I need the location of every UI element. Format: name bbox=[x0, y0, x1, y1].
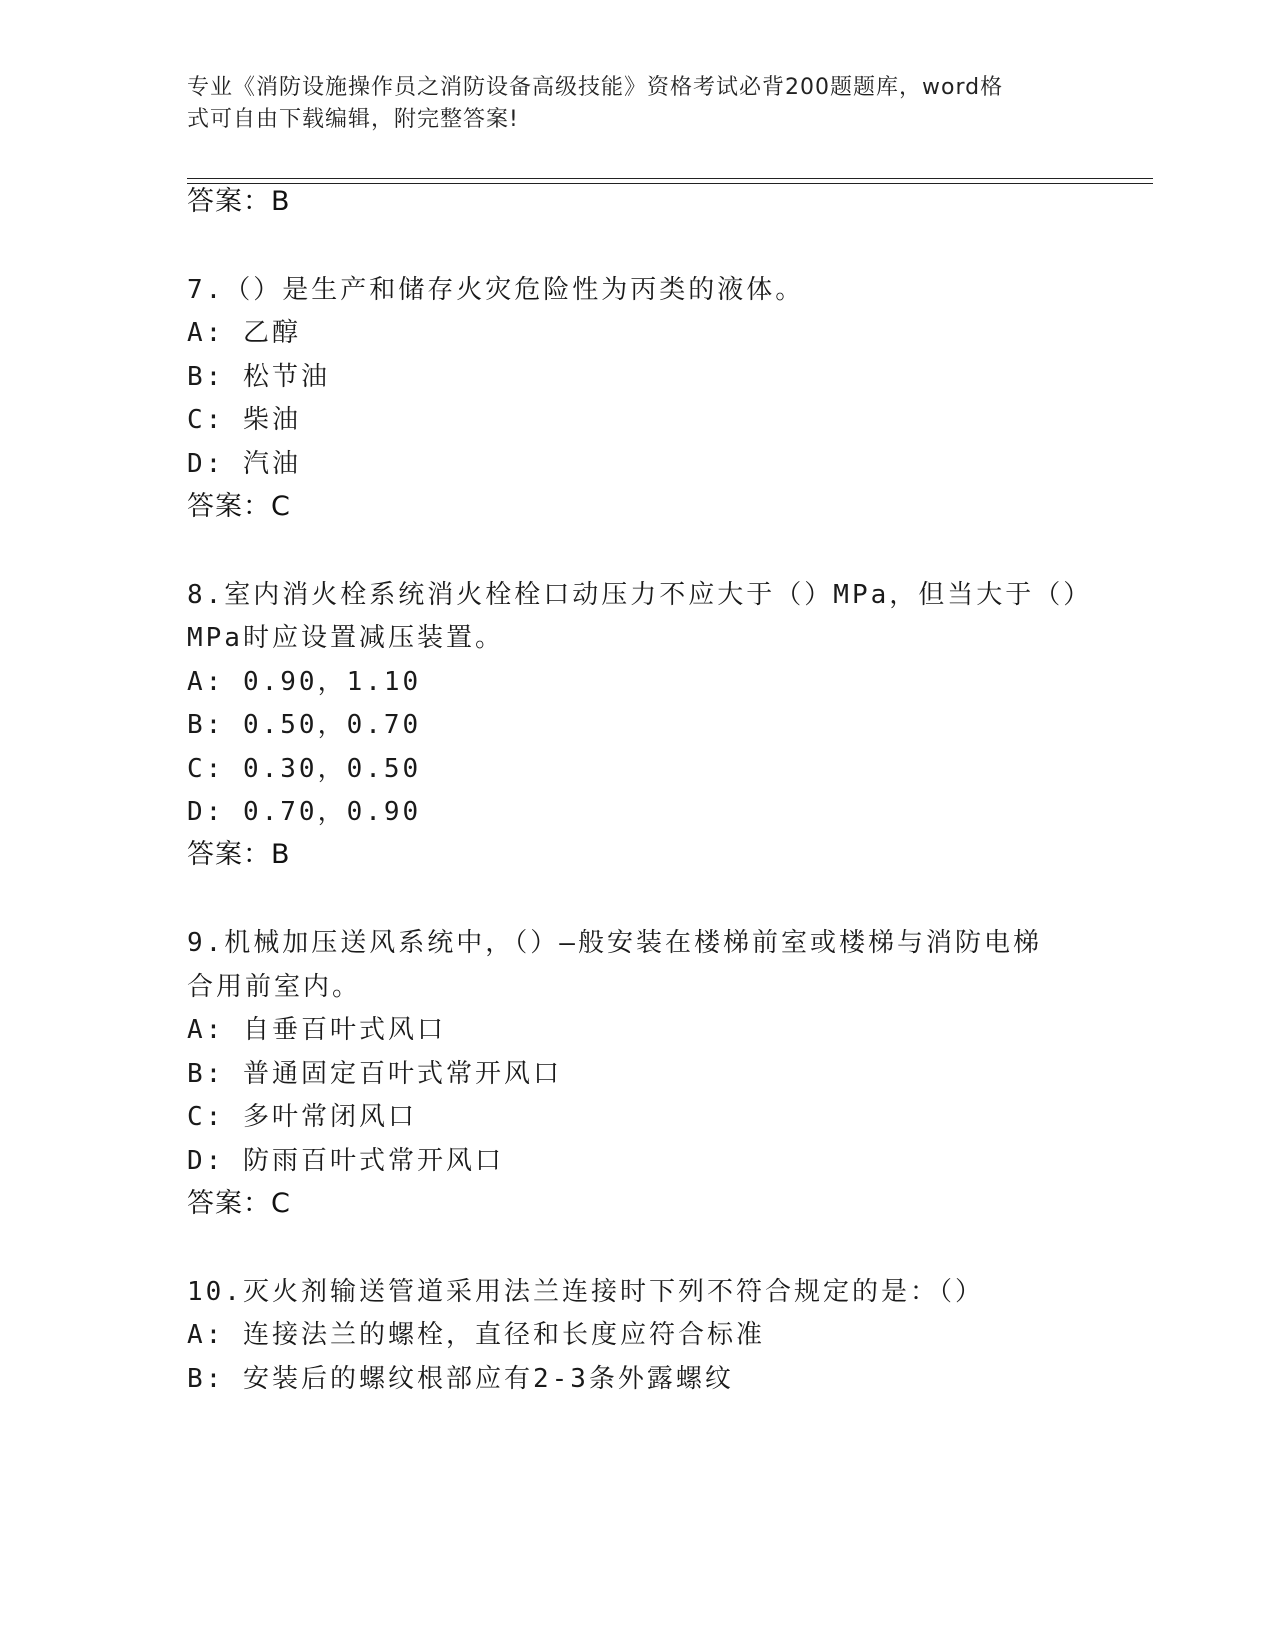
question-8-stem-line-2: MPa时应设置减压装置。 bbox=[187, 623, 504, 653]
question-9-option-a: A: 自垂百叶式风口 bbox=[187, 1015, 446, 1045]
question-9-stem-line-1: 9.机械加压送风系统中，（）—般安装在楼梯前室或楼梯与消防电梯 bbox=[187, 928, 1042, 958]
header-divider-bottom bbox=[187, 183, 1153, 184]
document-header bbox=[187, 72, 1067, 136]
question-8-answer: 答案：B bbox=[187, 839, 291, 870]
question-10-option-a: A: 连接法兰的螺栓，直径和长度应符合标准 bbox=[187, 1320, 765, 1350]
question-7-stem-line-1: 7.（）是生产和储存火灾危险性为丙类的液体。 bbox=[187, 275, 805, 305]
header-line-1: 专业《消防设施操作员之消防设备高级技能》资格考试必背200题题库，word格 bbox=[187, 75, 1004, 100]
header-divider-top bbox=[187, 178, 1153, 179]
question-9-option-b: B: 普通固定百叶式常开风口 bbox=[187, 1059, 562, 1089]
answer-prev: 答案：B bbox=[187, 186, 291, 217]
question-7-option-b: B: 松节油 bbox=[187, 362, 330, 392]
question-10-stem-line-1: 10.灭火剂输送管道采用法兰连接时下列不符合规定的是：（） bbox=[187, 1277, 984, 1307]
question-7-option-d: D: 汽油 bbox=[187, 449, 301, 479]
question-8-option-a: A: 0.90，1.10 bbox=[187, 667, 422, 697]
header-line-2: 式可自由下载编辑，附完整答案! bbox=[187, 107, 519, 132]
question-8-option-c: C: 0.30，0.50 bbox=[187, 754, 422, 784]
question-7-answer: 答案：C bbox=[187, 491, 291, 522]
question-9-option-d: D: 防雨百叶式常开风口 bbox=[187, 1146, 504, 1176]
question-8-option-d: D: 0.70，0.90 bbox=[187, 797, 422, 827]
question-10-option-b: B: 安装后的螺纹根部应有2-3条外露螺纹 bbox=[187, 1364, 734, 1394]
question-9-option-c: C: 多叶常闭风口 bbox=[187, 1102, 417, 1132]
question-9-stem-line-2: 合用前室内。 bbox=[187, 972, 362, 1002]
question-8-option-b: B: 0.50，0.70 bbox=[187, 710, 422, 740]
question-8-stem-line-1: 8.室内消火栓系统消火栓栓口动压力不应大于（）MPa，但当大于（） bbox=[187, 580, 1093, 610]
question-7-option-a: A: 乙醇 bbox=[187, 318, 301, 348]
question-9-answer: 答案：C bbox=[187, 1188, 291, 1219]
question-7-option-c: C: 柴油 bbox=[187, 405, 301, 435]
